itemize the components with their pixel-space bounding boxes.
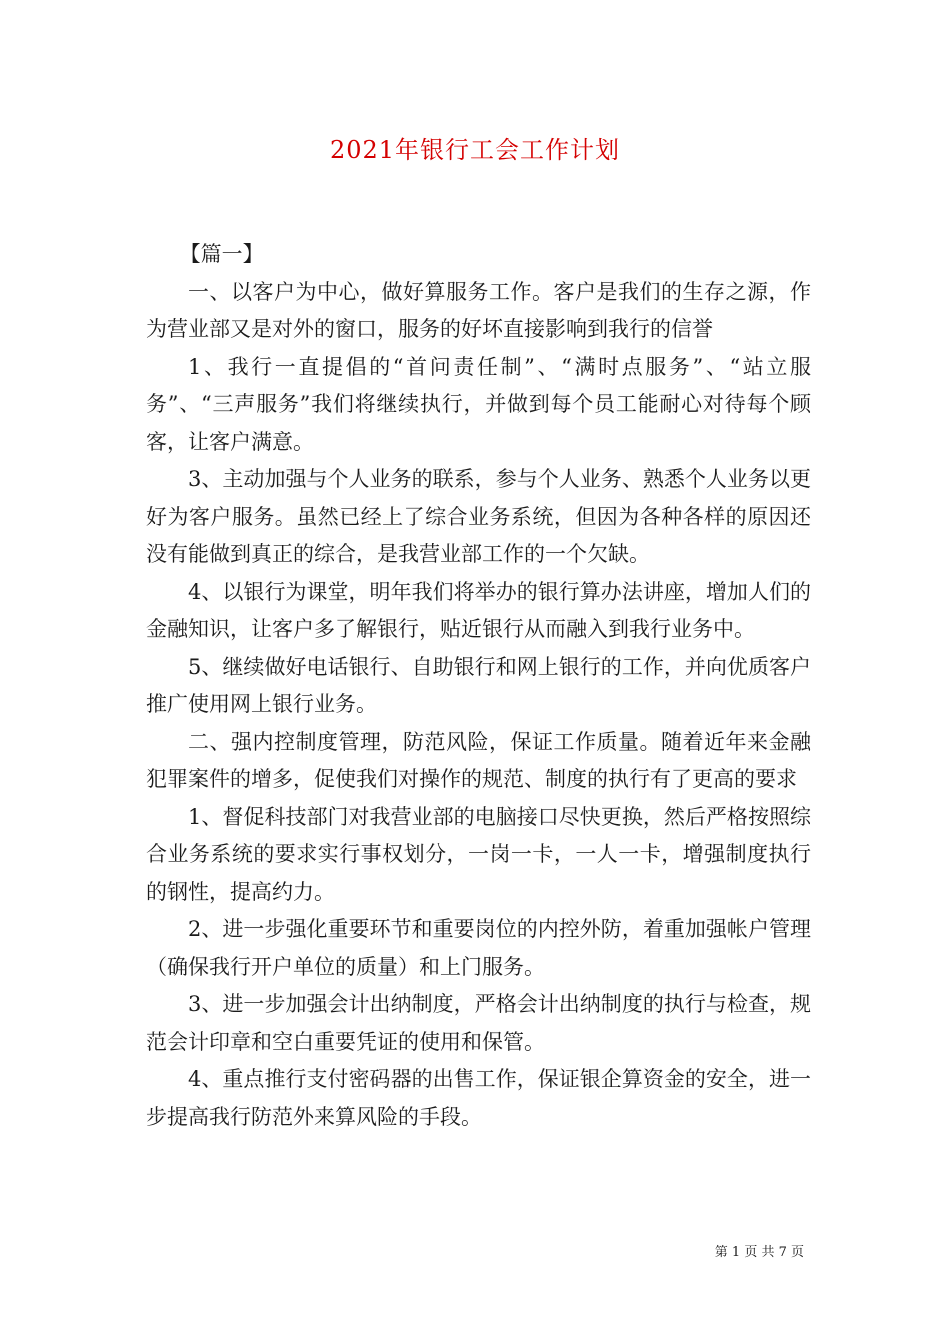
paragraph-7: 1、督促科技部门对我营业部的电脑接口尽快更换，然后严格按照综合业务系统的要求实行事权划分，一岗一卡，一人一卡，增强制度执行的钢性，提高约力。 (146, 804, 811, 904)
section-label: 【篇一】 (179, 242, 264, 266)
paragraph-1: 一、以客户为中心，做好算服务工作。客户是我们的生存之源，作为营业部又是对外的窗口，服务的好坏直接影响到我行的信誉 (146, 279, 811, 341)
page-indicator: 第 1 页 共 7 页 (714, 1245, 804, 1260)
paragraph-2: 1、我行一直提倡的“首问责任制”、“满时点服务”、“站立服务”、“三声服务”我们将继续执行，并做到每个员工能耐心对待每个顾客，让客户满意。 (146, 354, 811, 454)
document-body (146, 236, 811, 1136)
document-title: 2021年银行工会工作计划 (329, 136, 621, 164)
paragraph-4: 4、以银行为课堂，明年我们将举办的银行算办法讲座，增加人们的金融知识，让客户多了解银行，贴近银行从而融入到我行业务中。 (146, 579, 811, 641)
paragraph-9: 3、进一步加强会计出纳制度，严格会计出纳制度的执行与检查，规范会计印章和空白重要凭证的使用和保管。 (146, 992, 811, 1054)
paragraph-10: 4、重点推行支付密码器的出售工作，保证银企算资金的安全，进一步提高我行防范外来算风险的手段。 (146, 1067, 811, 1129)
paragraph-8: 2、进一步强化重要环节和重要岗位的内控外防，着重加强帐户管理（确保我行开户单位的质量）和上门服务。 (146, 917, 811, 979)
paragraph-6: 二、强内控制度管理，防范风险，保证工作质量。随着近年来金融犯罪案件的增多，促使我们对操作的规范、制度的执行有了更高的要求 (146, 729, 811, 791)
paragraph-3: 3、主动加强与个人业务的联系，参与个人业务、熟悉个人业务以更好为客户服务。虽然已经上了综合业务系统，但因为各种各样的原因还没有能做到真正的综合，是我营业部工作的一个欠缺。 (146, 467, 811, 566)
paragraph-5: 5、继续做好电话银行、自助银行和网上银行的工作，并向优质客户推广使用网上银行业务。 (146, 654, 811, 716)
